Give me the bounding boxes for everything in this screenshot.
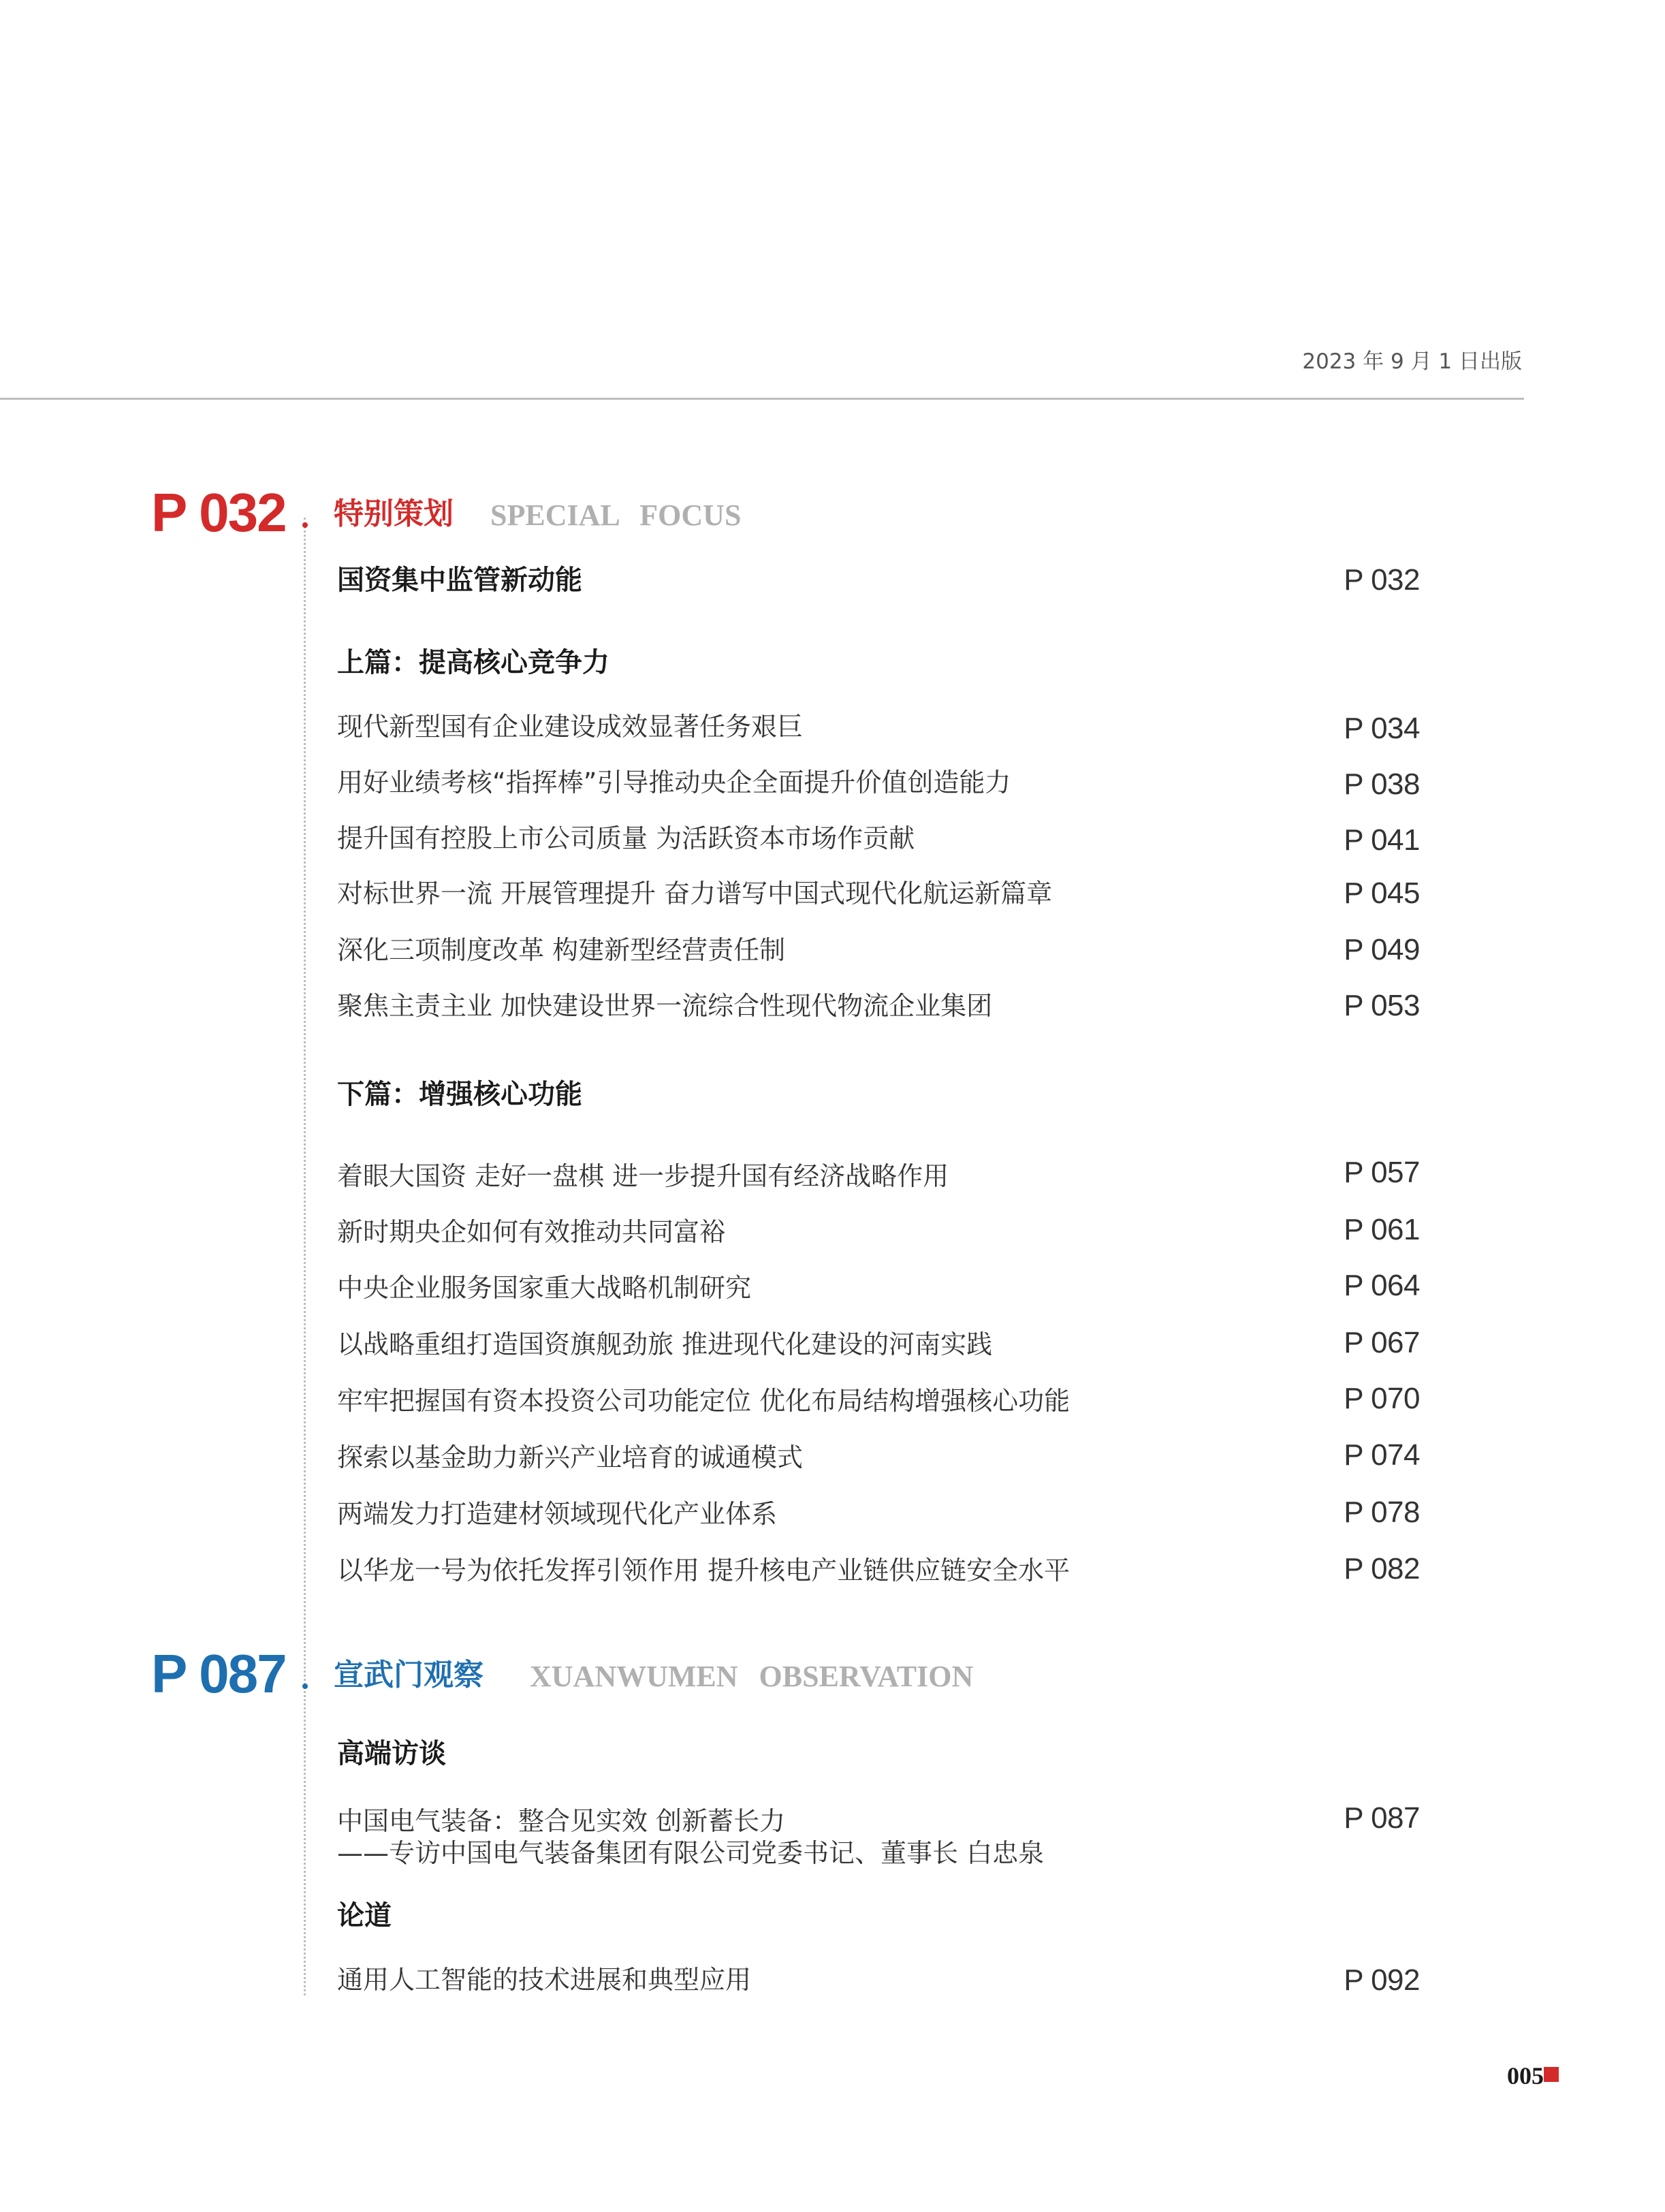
toc-entry[interactable]: 新时期央企如何有效推动共同富裕 xyxy=(337,1217,726,1247)
toc-page: P 038 xyxy=(1344,768,1420,801)
toc-page: P 082 xyxy=(1344,1552,1420,1585)
toc-entry[interactable]: 探索以基金助力新兴产业培育的诚通模式 xyxy=(337,1442,804,1472)
toc-page: P 070 xyxy=(1344,1382,1420,1415)
toc-entry[interactable]: 以战略重组打造国资旗舰劲旅 推进现代化建设的河南实践 xyxy=(337,1329,993,1359)
folio-square-icon xyxy=(1544,2067,1559,2082)
toc-entry[interactable]: 牢牢把握国有资本投资公司功能定位 优化布局结构增强核心功能 xyxy=(337,1386,1071,1416)
toc-entry[interactable]: 聚焦主责主业 加快建设世界一流综合性现代物流企业集团 xyxy=(337,991,993,1021)
toc-page: P 078 xyxy=(1344,1496,1420,1529)
page-number: 005 xyxy=(1507,2062,1544,2089)
toc-page: P 092 xyxy=(1344,1963,1420,1997)
toc-page: P 053 xyxy=(1344,989,1420,1022)
section-page-special-focus: P 032 xyxy=(151,482,286,543)
toc-page: P 041 xyxy=(1344,823,1420,857)
toc-page: P 067 xyxy=(1344,1326,1420,1359)
toc-entry[interactable]: 对标世界一流 开展管理提升 奋力谱写中国式现代化航运新篇章 xyxy=(337,879,1053,908)
section-page-observation: P 087 xyxy=(151,1643,286,1704)
dotted-divider xyxy=(304,518,306,1995)
toc-entry[interactable]: 通用人工智能的技术进展和典型应用 xyxy=(337,1965,752,1995)
section-title-en: SPECIAL FOCUS xyxy=(490,499,742,532)
header-rule xyxy=(0,398,1524,400)
toc-page: P 057 xyxy=(1344,1156,1420,1189)
group-heading: 上篇：提高核心竞争力 xyxy=(337,646,609,678)
section-dot xyxy=(302,522,308,528)
publish-date: 2023 年 9 月 1 日出版 xyxy=(1302,349,1522,374)
toc-page: P 087 xyxy=(1344,1801,1420,1835)
toc-entry[interactable]: 深化三项制度改革 构建新型经营责任制 xyxy=(337,935,786,965)
toc-entry-subtitle: ——专访中国电气装备集团有限公司党委书记、董事长 白忠泉 xyxy=(337,1838,1045,1868)
toc-entry[interactable]: 现代新型国有企业建设成效显著任务艰巨 xyxy=(337,712,804,742)
toc-lead-page: P 032 xyxy=(1344,563,1420,597)
section-title-en: XUANWUMEN OBSERVATION xyxy=(530,1660,974,1693)
toc-entry[interactable]: 两端发力打造建材领域现代化产业体系 xyxy=(337,1499,778,1529)
toc-entry[interactable]: 着眼大国资 走好一盘棋 进一步提升国有经济战略作用 xyxy=(337,1161,949,1191)
toc-page: P 034 xyxy=(1344,712,1420,745)
toc-entry[interactable]: 提升国有控股上市公司质量 为活跃资本市场作贡献 xyxy=(337,823,915,853)
group-heading: 高端访谈 xyxy=(337,1737,446,1769)
toc-entry[interactable]: 用好业绩考核“指挥棒”引导推动央企全面提升价值创造能力 xyxy=(337,768,1011,797)
toc-entry[interactable]: 中国电气装备：整合见实效 创新蓄长力 xyxy=(337,1806,786,1836)
toc-page: P 049 xyxy=(1344,933,1420,966)
toc-page: P 045 xyxy=(1344,876,1420,910)
section-dot xyxy=(302,1684,308,1689)
group-heading: 下篇：增强核心功能 xyxy=(337,1078,582,1110)
section-title-cn: 宣武门观察 xyxy=(334,1658,483,1692)
toc-page: P 064 xyxy=(1344,1269,1420,1302)
toc-page: P 074 xyxy=(1344,1438,1420,1472)
group-heading: 论道 xyxy=(337,1899,392,1931)
toc-entry[interactable]: 以华龙一号为依托发挥引领作用 提升核电产业链供应链安全水平 xyxy=(337,1555,1071,1585)
toc-entry[interactable]: 中央企业服务国家重大战略机制研究 xyxy=(337,1273,752,1303)
toc-lead-title[interactable]: 国资集中监管新动能 xyxy=(337,564,582,596)
section-title-cn: 特别策划 xyxy=(334,496,454,531)
toc-page: P 061 xyxy=(1344,1213,1420,1246)
